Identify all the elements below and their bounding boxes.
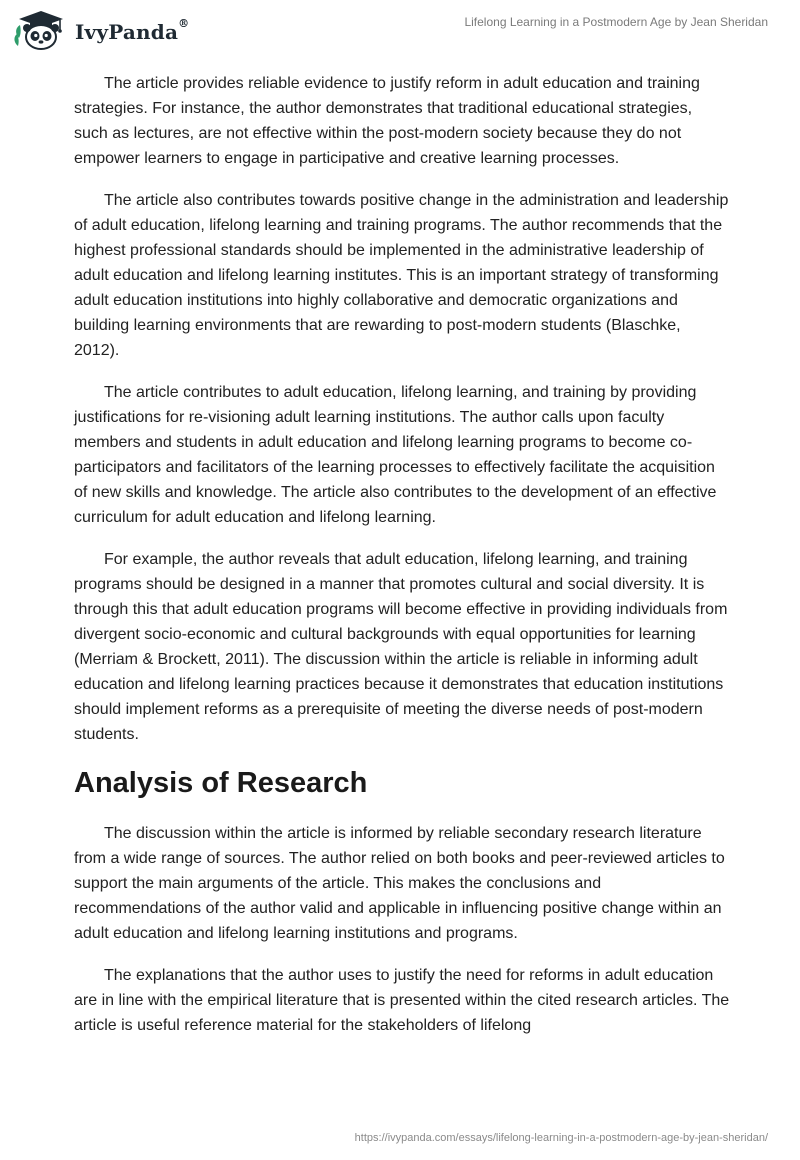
running-title: Lifelong Learning in a Postmodern Age by Jean Sheridan <box>464 15 768 29</box>
article-body <box>74 71 730 1055</box>
paragraph: The article also contributes towards positive change in the administration and leadership of adult education, lifelong learning and training programs. The author recommends that the highest professional standards should be implemented in the administrative leadership of adult education and lifelong learning institutes. This is an important strategy of transforming adult education institutions into highly collaborative and democratic organizations and building learning environments that are rewarding to post-modern students (Blaschke, 2012). <box>74 192 729 359</box>
paragraph: For example, the author reveals that adult education, lifelong learning, and training programs should be designed in a manner that promotes cultural and social diversity. It is through this that adult education programs will become effective in providing individuals from divergent socio-economic and cultural backgrounds with equal opportunities for learning (Merriam & Brockett, 2011). The discussion within the article is reliable in informing adult education and lifelong learning practices because it demonstrates that education institutions should implement reforms as a prerequisite of meeting the diverse needs of post-modern students. <box>74 551 728 743</box>
registered-mark: ® <box>178 17 190 30</box>
paragraph: The article contributes to adult education, lifelong learning, and training by providing justifications for re-visioning adult learning institutions. The author calls upon faculty members and students in adult education and lifelong learning programs to become co-participators and facilitators of the learning processes to effectively facilitate the acquisition of new skills and knowledge. The article also contributes to the development of an effective curriculum for adult education and lifelong learning. <box>74 384 717 526</box>
brand-name <box>75 17 190 44</box>
ivypanda-logo[interactable] <box>13 8 189 52</box>
paragraph: The discussion within the article is informed by reliable secondary research literature from a wide range of sources. The author relied on both books and peer-reviewed articles to support the main arguments of the article. This makes the conclusions and recommendations of the author valid and applicable in influencing positive change within an adult education and lifelong learning institutions and programs. <box>74 825 725 942</box>
brand-text: IvyPanda <box>75 20 179 44</box>
page-header <box>0 0 800 60</box>
paragraph: The explanations that the author uses to justify the need for reforms in adult education are in line with the empirical literature that is presented within the cited research articles. The article is useful reference material for the stakeholders of lifelong <box>74 967 730 1034</box>
source-url[interactable]: https://ivypanda.com/essays/lifelong-learning-in-a-postmodern-age-by-jean-sheridan/ <box>354 1132 768 1144</box>
panda-graduate-icon <box>13 8 69 52</box>
section-heading: Analysis of Research <box>74 767 368 799</box>
paragraph: The article provides reliable evidence to justify reform in adult education and training strategies. For instance, the author demonstrates that traditional educational strategies, such as lectures, are not effective within the post-modern society because they do not empower learners to engage in participative and creative learning processes. <box>74 75 700 167</box>
